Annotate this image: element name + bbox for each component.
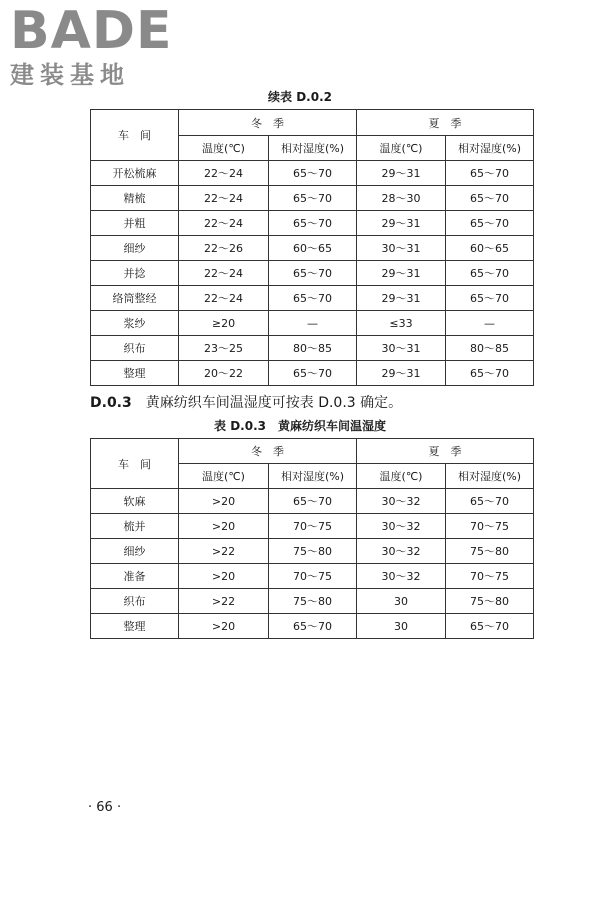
cell-summer-temp: 29～31	[357, 211, 446, 236]
cell-winter-humidity: 65～70	[269, 161, 357, 186]
cell-summer-temp: 30～31	[357, 236, 446, 261]
cell-winter-humidity: —	[269, 311, 357, 336]
table2-header-summer-humidity: 相对湿度(%)	[446, 464, 534, 489]
table1-header-workshop: 车 间	[91, 110, 179, 161]
table-d03	[90, 438, 534, 639]
table2-header-winter-temp: 温度(℃)	[179, 464, 269, 489]
cell-summer-humidity: 65～70	[446, 286, 534, 311]
cell-summer-temp: 29～31	[357, 261, 446, 286]
table-row	[91, 614, 534, 639]
cell-summer-temp: 30～31	[357, 336, 446, 361]
cell-summer-humidity: 60～65	[446, 236, 534, 261]
cell-winter-temp: 23～25	[179, 336, 269, 361]
cell-winter-humidity: 65～70	[269, 261, 357, 286]
clause-text: 黄麻纺织车间温湿度可按表 D.0.3 确定。	[145, 395, 403, 411]
cell-summer-temp: 28～30	[357, 186, 446, 211]
table-row	[91, 589, 534, 614]
cell-winter-temp: >20	[179, 514, 269, 539]
page-number: · 66 ·	[88, 800, 122, 815]
cell-workshop: 准备	[91, 564, 179, 589]
cell-workshop: 开松梳麻	[91, 161, 179, 186]
clause-d03	[90, 392, 402, 412]
cell-winter-humidity: 65～70	[269, 286, 357, 311]
cell-winter-humidity: 70～75	[269, 564, 357, 589]
table-row	[91, 236, 534, 261]
cell-summer-humidity: 75～80	[446, 589, 534, 614]
table1-header-summer: 夏 季	[357, 110, 534, 136]
table1-header-row	[91, 110, 534, 136]
table1-header-winter-temp: 温度(℃)	[179, 136, 269, 161]
cell-winter-temp: 22～24	[179, 161, 269, 186]
cell-winter-humidity: 65～70	[269, 361, 357, 386]
cell-summer-humidity: 70～75	[446, 514, 534, 539]
cell-summer-temp: ≤33	[357, 311, 446, 336]
table-row	[91, 539, 534, 564]
cell-winter-temp: 20～22	[179, 361, 269, 386]
cell-winter-humidity: 65～70	[269, 186, 357, 211]
table2-header-summer-temp: 温度(℃)	[357, 464, 446, 489]
cell-winter-humidity: 80～85	[269, 336, 357, 361]
cell-winter-temp: >20	[179, 564, 269, 589]
table-row	[91, 261, 534, 286]
table-row	[91, 361, 534, 386]
table-row	[91, 336, 534, 361]
cell-summer-temp: 30	[357, 589, 446, 614]
cell-workshop: 并粗	[91, 211, 179, 236]
table-row	[91, 564, 534, 589]
table2-caption: 表 D.0.3 黄麻纺织车间温湿度	[214, 419, 386, 433]
cell-summer-temp: 30～32	[357, 489, 446, 514]
cell-summer-humidity: 65～70	[446, 261, 534, 286]
cell-workshop: 精梳	[91, 186, 179, 211]
cell-summer-humidity: 65～70	[446, 361, 534, 386]
cell-summer-humidity: 65～70	[446, 186, 534, 211]
cell-winter-temp: >22	[179, 589, 269, 614]
cell-summer-temp: 30～32	[357, 514, 446, 539]
table2-body	[91, 489, 534, 639]
cell-workshop: 织布	[91, 336, 179, 361]
table-row	[91, 514, 534, 539]
table1-header-summer-humidity: 相对湿度(%)	[446, 136, 534, 161]
cell-workshop: 整理	[91, 361, 179, 386]
brand-logo	[10, 2, 173, 90]
cell-workshop: 织布	[91, 589, 179, 614]
cell-winter-humidity: 75～80	[269, 589, 357, 614]
cell-winter-temp: 22～24	[179, 186, 269, 211]
cell-winter-humidity: 60～65	[269, 236, 357, 261]
cell-summer-humidity: 80～85	[446, 336, 534, 361]
table1-body	[91, 161, 534, 386]
cell-summer-temp: 29～31	[357, 286, 446, 311]
cell-summer-humidity: 65～70	[446, 161, 534, 186]
table-row	[91, 211, 534, 236]
table1-header-winter: 冬 季	[179, 110, 357, 136]
table-d02-continued	[90, 109, 534, 386]
table1-header-summer-temp: 温度(℃)	[357, 136, 446, 161]
cell-summer-humidity: 70～75	[446, 564, 534, 589]
cell-winter-humidity: 65～70	[269, 211, 357, 236]
cell-workshop: 并捻	[91, 261, 179, 286]
cell-winter-temp: ≥20	[179, 311, 269, 336]
cell-winter-humidity: 65～70	[269, 614, 357, 639]
table2-header-workshop: 车 间	[91, 439, 179, 489]
cell-winter-temp: >22	[179, 539, 269, 564]
table-row	[91, 286, 534, 311]
table-row	[91, 161, 534, 186]
cell-winter-temp: 22～24	[179, 261, 269, 286]
cell-summer-humidity: 65～70	[446, 489, 534, 514]
cell-winter-temp: 22～24	[179, 211, 269, 236]
cell-summer-humidity: 65～70	[446, 614, 534, 639]
cell-workshop: 细纱	[91, 539, 179, 564]
cell-summer-temp: 30	[357, 614, 446, 639]
cell-summer-humidity: 75～80	[446, 539, 534, 564]
cell-summer-temp: 30～32	[357, 564, 446, 589]
table-row	[91, 311, 534, 336]
table-row	[91, 489, 534, 514]
table1-caption: 续表 D.0.2	[268, 90, 332, 104]
cell-summer-temp: 29～31	[357, 361, 446, 386]
cell-winter-temp: >20	[179, 489, 269, 514]
cell-workshop: 浆纱	[91, 311, 179, 336]
cell-summer-temp: 29～31	[357, 161, 446, 186]
cell-summer-humidity: 65～70	[446, 211, 534, 236]
cell-winter-temp: 22～24	[179, 286, 269, 311]
table2-header-winter-humidity: 相对湿度(%)	[269, 464, 357, 489]
table2-header-winter: 冬 季	[179, 439, 357, 464]
table2-header-summer: 夏 季	[357, 439, 534, 464]
cell-workshop: 软麻	[91, 489, 179, 514]
table-row	[91, 186, 534, 211]
cell-winter-temp: >20	[179, 614, 269, 639]
cell-workshop: 整理	[91, 614, 179, 639]
cell-workshop: 络筒整经	[91, 286, 179, 311]
table1-header-winter-humidity: 相对湿度(%)	[269, 136, 357, 161]
cell-summer-humidity: —	[446, 311, 534, 336]
cell-workshop: 细纱	[91, 236, 179, 261]
cell-winter-temp: 22～26	[179, 236, 269, 261]
table2-header-row	[91, 439, 534, 464]
logo-subtitle: 建装基地	[10, 61, 130, 89]
cell-workshop: 梳并	[91, 514, 179, 539]
clause-number: D.0.3	[90, 395, 132, 411]
cell-summer-temp: 30～32	[357, 539, 446, 564]
cell-winter-humidity: 70～75	[269, 514, 357, 539]
cell-winter-humidity: 75～80	[269, 539, 357, 564]
cell-winter-humidity: 65～70	[269, 489, 357, 514]
logo-brand-text: BADE	[10, 1, 173, 61]
